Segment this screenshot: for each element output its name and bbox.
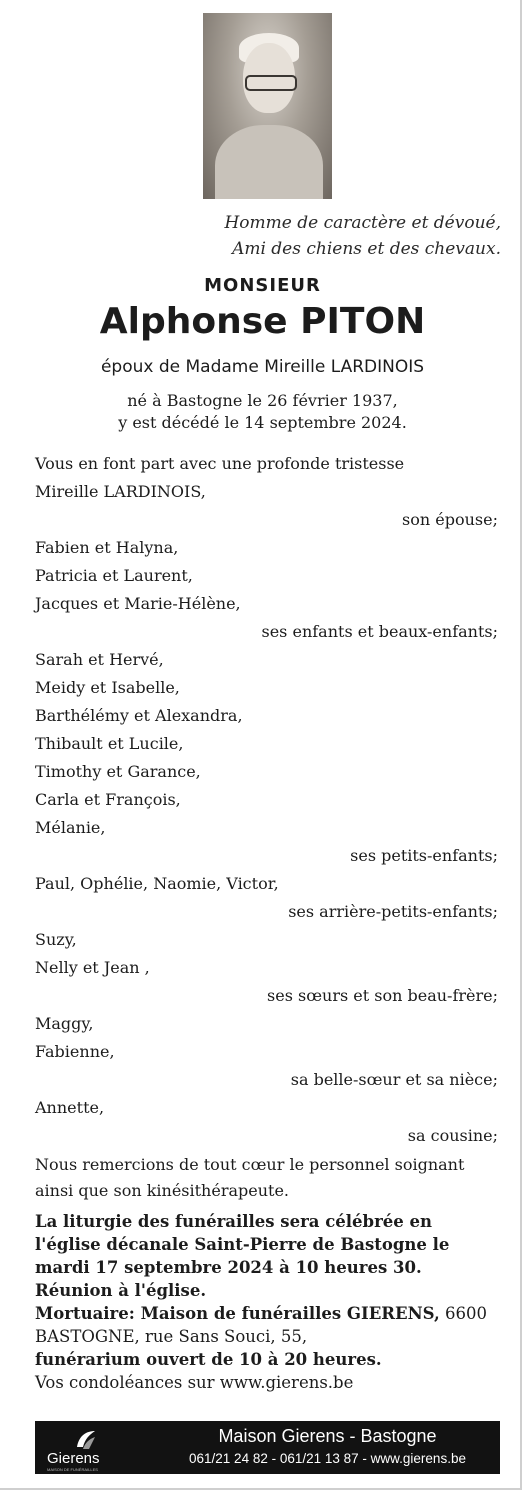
relation-label: sa cousine; (407, 1126, 498, 1145)
liturgy-text: La liturgie des funérailles sera célébrée en l'église décanale Saint-Pierre de Bastogne le mardi 17 septembre 2024 à 10 heures 30. (35, 1212, 450, 1277)
honorific: MONSIEUR (204, 275, 321, 296)
family-member: Annette, (35, 1098, 105, 1117)
death-line: y est décédé le 14 septembre 2024. (118, 413, 407, 432)
portrait-shoulders (215, 125, 323, 199)
condolences-text: Vos condoléances sur www.gierens.be (35, 1373, 354, 1392)
mortuary-text (35, 1302, 497, 1348)
relation-label: sa belle-sœur et sa nièce; (290, 1070, 498, 1089)
family-member: Jacques et Marie-Hélène, (35, 594, 241, 613)
banner-contact: 061/21 24 82 - 061/21 13 87 - www.gierens.be (189, 1451, 466, 1466)
deceased-name: Alphonse PITON (99, 301, 426, 342)
motto-line: Homme de caractère et dévoué, (224, 213, 501, 233)
relation-label: ses sœurs et son beau-frère; (267, 986, 498, 1005)
family-member: Sarah et Hervé, (35, 650, 164, 669)
mortuary-name: Mortuaire: Maison de funérailles GIERENS, (35, 1304, 440, 1323)
family-member: Carla et François, (35, 790, 181, 809)
mortuary-address: 6600 BASTOGNE, rue Sans Souci, 55, (35, 1304, 487, 1346)
family-member: Paul, Ophélie, Naomie, Victor, (35, 874, 279, 893)
relation-label: ses enfants et beaux-enfants; (261, 622, 498, 641)
funeral-home-banner (35, 1421, 500, 1474)
portrait-glasses (245, 75, 297, 91)
relation-label: ses petits-enfants; (350, 846, 498, 865)
family-member: Nelly et Jean , (35, 958, 150, 977)
family-member: Patricia et Laurent, (35, 566, 193, 585)
portrait-photo (203, 13, 332, 199)
family-member: Meidy et Isabelle, (35, 678, 180, 697)
logo-text: Gierens (47, 1450, 100, 1467)
meeting-text: Réunion à l'église. (35, 1281, 207, 1300)
funerarium-hours: funérarium ouvert de 10 à 20 heures. (35, 1350, 382, 1369)
family-list (35, 450, 498, 1204)
relation-label: son épouse; (402, 510, 498, 529)
spouse-line: époux de Madame Mireille LARDINOIS (100, 357, 425, 377)
motto-line: Ami des chiens et des chevaux. (232, 239, 501, 259)
intro-line: Vous en font part avec une profonde tristesse (35, 454, 405, 473)
family-member: Mélanie, (35, 818, 106, 837)
birth-death-info (0, 390, 525, 434)
logo-subtitle: MAISON DE FUNÉRAILLES (47, 1467, 98, 1472)
family-member: Fabien et Halyna, (35, 538, 179, 557)
birth-line: né à Bastogne le 26 février 1937, (127, 391, 398, 410)
family-member: Mireille LARDINOIS, (35, 482, 206, 501)
thanks-text: Nous remercions de tout cœur le personnel soignant ainsi que son kinésithérapeute. (35, 1155, 465, 1200)
family-member: Thibault et Lucile, (35, 734, 184, 753)
family-member: Timothy et Garance, (35, 762, 201, 781)
family-member: Suzy, (35, 930, 77, 949)
funeral-info (35, 1210, 497, 1394)
family-member: Barthélémy et Alexandra, (35, 706, 243, 725)
relation-label: ses arrière-petits-enfants; (288, 902, 498, 921)
motto (224, 210, 501, 262)
family-member: Fabienne, (35, 1042, 115, 1061)
family-member: Maggy, (35, 1014, 94, 1033)
banner-title: Maison Gierens - Bastogne (218, 1426, 437, 1446)
